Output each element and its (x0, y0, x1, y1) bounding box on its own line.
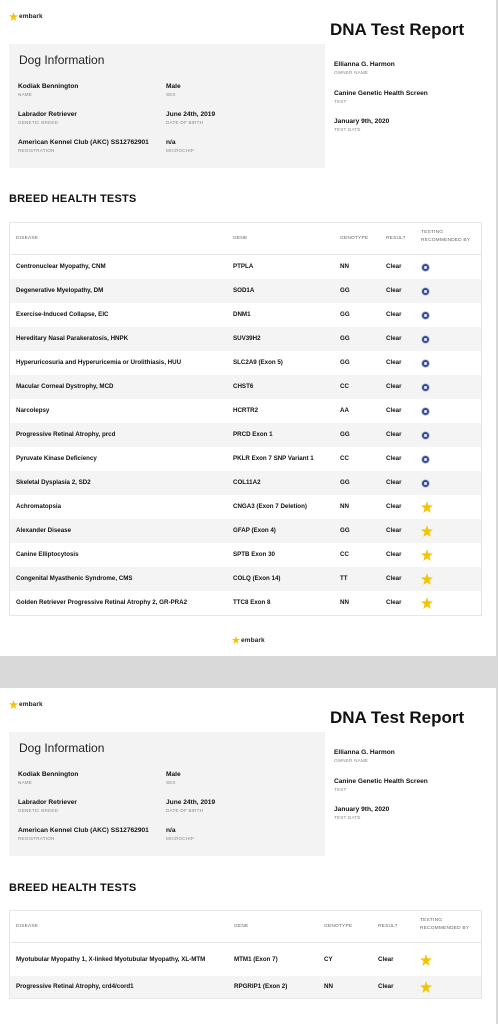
embark-logo (9, 12, 43, 21)
seal-icon (421, 311, 430, 320)
dog-microchip-field (166, 138, 194, 154)
table-row (10, 447, 481, 471)
breed-health-tests-table (9, 222, 482, 616)
gene-cell: MTM1 (Exon 7) (234, 955, 278, 963)
genotype-cell: NN (340, 599, 349, 606)
dog-dob-field (166, 798, 215, 814)
disease-cell: Progressive Retinal Atrophy, prcd (16, 431, 116, 438)
disease-cell: Myotubular Myopathy 1, X-linked Myotubular Myopathy, XL-MTM (16, 955, 206, 963)
result-cell: Clear (386, 383, 402, 390)
genotype-cell: GG (340, 335, 350, 342)
dog-breed-label: GENETIC BREED (18, 120, 59, 125)
recommended-by-cell (421, 351, 430, 375)
test-name-label: TEST (334, 99, 347, 104)
gene-cell: RPGRIP1 (Exon 2) (234, 983, 288, 990)
dog-microchip-field (166, 826, 194, 842)
result-cell: Clear (386, 551, 402, 558)
test-date-label: TEST DATE (334, 127, 361, 132)
dog-breed-label: GENETIC BREED (18, 808, 59, 813)
owner-name-value: Ellianna G. Harmon (334, 61, 395, 68)
dog-sex-value: Male (166, 83, 181, 90)
disease-cell: Progressive Retinal Atrophy, crd4/cord1 (16, 983, 134, 990)
recommended-by-cell (421, 591, 433, 615)
breed-health-tests-heading: BREED HEALTH TESTS (9, 193, 137, 205)
result-cell: Clear (386, 359, 402, 366)
genotype-cell: TT (340, 575, 348, 582)
embark-star-icon (421, 549, 433, 561)
dog-breed-field (18, 110, 77, 126)
header-genotype: GENOTYPE (324, 924, 353, 929)
dog-registration-value: American Kennel Club (AKC) SS12762901 (18, 827, 149, 834)
dog-breed-value: Labrador Retriever (18, 111, 77, 118)
result-cell: Clear (386, 599, 402, 606)
owner-name-field (334, 60, 395, 76)
table-row (10, 279, 481, 303)
table-row (10, 351, 481, 375)
result-cell: Clear (386, 575, 402, 582)
gene-cell: PRCD Exon 1 (233, 431, 273, 438)
dog-information-panel (9, 732, 325, 856)
disease-cell: Exercise-Induced Collapse, EIC (16, 311, 109, 318)
recommended-by-cell (421, 279, 430, 303)
recommended-by-cell (421, 495, 433, 519)
header-gene: GENE (234, 924, 249, 929)
test-date-value: January 9th, 2020 (334, 118, 390, 125)
dog-breed-value: Labrador Retriever (18, 799, 77, 806)
test-date-field (334, 117, 389, 133)
disease-cell: Centronuclear Myopathy, CNM (16, 263, 106, 270)
dog-registration-field (18, 826, 149, 842)
gene-cell: COLQ (Exon 14) (233, 575, 281, 582)
table-row (10, 399, 481, 423)
embark-star-icon (420, 981, 432, 993)
result-cell: Clear (386, 287, 402, 294)
dog-dob-label: DATE OF BIRTH (166, 808, 204, 813)
genotype-cell: CY (324, 955, 333, 963)
owner-name-label: OWNER NAME (334, 758, 369, 763)
seal-icon (421, 287, 430, 296)
seal-icon (421, 359, 430, 368)
recommended-by-cell (420, 976, 432, 998)
table-row (10, 327, 481, 351)
test-name-field (334, 777, 428, 793)
header-recommended-line1: TESTING (420, 918, 443, 923)
dog-dob-value: June 24th, 2019 (166, 111, 216, 118)
result-cell: Clear (386, 407, 402, 414)
embark-star-icon (421, 573, 433, 585)
disease-cell: Canine Elliptocytosis (16, 551, 79, 558)
dog-information-heading: Dog Information (19, 53, 105, 67)
gene-cell: TTC8 Exon 8 (233, 599, 271, 606)
recommended-by-cell (421, 327, 430, 351)
genotype-cell: GG (340, 479, 350, 486)
dog-sex-field (166, 82, 181, 98)
result-cell: Clear (378, 983, 394, 990)
disease-cell: Skeletal Dysplasia 2, SD2 (16, 479, 91, 486)
disease-cell: Achromatopsia (16, 503, 62, 510)
disease-cell: Narcolepsy (16, 407, 50, 414)
gene-cell: PKLR Exon 7 SNP Variant 1 (233, 455, 314, 462)
gene-cell: PTPLA (233, 263, 254, 270)
dog-dob-value: June 24th, 2019 (166, 799, 216, 806)
dog-registration-value: American Kennel Club (AKC) SS12762901 (18, 139, 149, 146)
logo-text: embark (19, 701, 43, 708)
owner-name-label: OWNER NAME (334, 70, 369, 75)
gene-cell: DNM1 (233, 311, 251, 318)
table-row (10, 375, 481, 399)
result-cell: Clear (378, 955, 394, 963)
result-cell: Clear (386, 479, 402, 486)
dog-name-label: NAME (18, 92, 33, 97)
gene-cell: COL11A2 (233, 479, 261, 486)
report-title: DNA Test Report (330, 708, 465, 727)
gene-cell: GFAP (Exon 4) (233, 527, 276, 534)
table-row (10, 303, 481, 327)
table-row (10, 567, 481, 591)
owner-name-field (334, 748, 395, 764)
table-row (10, 471, 481, 495)
test-date-label: TEST DATE (334, 815, 361, 820)
recommended-by-cell (421, 375, 430, 399)
footer-logo-text: embark (241, 636, 265, 644)
logo-text: embark (19, 13, 43, 20)
genotype-cell: CC (340, 455, 349, 462)
result-cell: Clear (386, 311, 402, 318)
gene-cell: CNGA3 (Exon 7 Deletion) (233, 503, 307, 510)
recommended-by-cell (420, 943, 432, 976)
header-recommended-line2: RECOMMENDED BY (421, 238, 471, 243)
recommended-by-cell (421, 543, 433, 567)
seal-icon (421, 263, 430, 272)
embark-star-icon (421, 597, 433, 609)
report-title: DNA Test Report (330, 20, 465, 39)
header-genotype: GENOTYPE (340, 236, 369, 241)
genotype-cell: GG (340, 359, 350, 366)
dog-information-panel (9, 44, 325, 168)
table-header (10, 223, 481, 255)
test-date-field (334, 805, 389, 821)
result-cell: Clear (386, 335, 402, 342)
embark-star-icon (421, 501, 433, 513)
gene-cell: SPTB Exon 30 (233, 551, 275, 558)
table-row (10, 423, 481, 447)
test-date-value: January 9th, 2020 (334, 806, 390, 813)
dog-microchip-value: n/a (166, 139, 176, 146)
breed-health-tests-heading: BREED HEALTH TESTS (9, 882, 137, 894)
disease-cell: Congenital Myasthenic Syndrome, CMS (16, 575, 133, 582)
genotype-cell: NN (340, 263, 349, 270)
gene-cell: SUV39H2 (233, 335, 261, 342)
gene-cell: CHST6 (233, 383, 254, 390)
dog-registration-label: REGISTRATION (18, 148, 55, 153)
recommended-by-cell (421, 423, 430, 447)
seal-icon (421, 431, 430, 440)
dog-sex-label: SEX (166, 92, 176, 97)
disease-cell: Pyruvate Kinase Deficiency (16, 455, 97, 462)
embark-logo (9, 700, 43, 709)
footer-embark-logo (232, 636, 265, 644)
header-result: RESULT (386, 236, 406, 241)
seal-icon (421, 455, 430, 464)
recommended-by-cell (421, 447, 430, 471)
result-cell: Clear (386, 503, 402, 510)
table-row (10, 543, 481, 567)
seal-icon (421, 407, 430, 416)
header-disease: DISEASE (16, 236, 39, 241)
recommended-by-cell (421, 255, 430, 279)
genotype-cell: GG (340, 311, 350, 318)
dog-information-heading: Dog Information (19, 741, 105, 755)
embark-star-icon (9, 12, 18, 21)
disease-cell: Degenerative Myelopathy, DM (16, 287, 104, 294)
dog-microchip-value: n/a (166, 827, 176, 834)
dog-name-value: Kodiak Bennington (18, 83, 79, 90)
header-testing-recommended-by (420, 917, 480, 933)
header-result: RESULT (378, 924, 398, 929)
disease-cell: Golden Retriever Progressive Retinal Atrophy 2, GR-PRA2 (16, 599, 188, 606)
header-gene: GENE (233, 236, 248, 241)
breed-health-tests-table (9, 910, 482, 999)
dog-sex-value: Male (166, 771, 181, 778)
table-row (10, 976, 481, 998)
genotype-cell: NN (324, 983, 333, 990)
result-cell: Clear (386, 431, 402, 438)
embark-star-icon (9, 700, 18, 709)
test-name-field (334, 89, 428, 105)
header-disease: DISEASE (16, 924, 39, 929)
embark-star-icon (420, 954, 432, 966)
dog-sex-label: SEX (166, 780, 176, 785)
recommended-by-cell (421, 567, 433, 591)
dog-sex-field (166, 770, 181, 786)
table-body (10, 255, 481, 615)
table-body (10, 943, 481, 998)
dog-microchip-label: MICROCHIP (166, 836, 195, 841)
disease-cell: Macular Corneal Dystrophy, MCD (16, 383, 114, 390)
recommended-by-cell (421, 519, 433, 543)
table-row (10, 519, 481, 543)
result-cell: Clear (386, 455, 402, 462)
report-page-2 (0, 688, 496, 1024)
table-row (10, 495, 481, 519)
genotype-cell: GG (340, 287, 350, 294)
embark-star-icon (232, 636, 240, 644)
disease-cell: Hyperuricosuria and Hyperuricemia or Urolithiasis, HUU (16, 359, 182, 366)
dog-registration-field (18, 138, 149, 154)
test-name-label: TEST (334, 787, 347, 792)
header-testing-recommended-by (421, 229, 481, 245)
recommended-by-cell (421, 399, 430, 423)
header-recommended-line1: TESTING (421, 230, 444, 235)
genotype-cell: CC (340, 383, 349, 390)
dog-name-label: NAME (18, 780, 33, 785)
test-name-value: Canine Genetic Health Screen (334, 90, 428, 97)
dog-name-value: Kodiak Bennington (18, 771, 79, 778)
genotype-cell: GG (340, 431, 350, 438)
recommended-by-cell (421, 303, 430, 327)
result-cell: Clear (386, 263, 402, 270)
gene-cell: HCRTR2 (233, 407, 259, 414)
genotype-cell: CC (340, 551, 349, 558)
seal-icon (421, 335, 430, 344)
dog-name-field (18, 770, 78, 786)
dog-registration-label: REGISTRATION (18, 836, 55, 841)
genotype-cell: AA (340, 407, 349, 414)
embark-star-icon (421, 525, 433, 537)
table-header (10, 911, 481, 943)
disease-cell: Hereditary Nasal Parakeratosis, HNPK (16, 335, 129, 342)
dog-name-field (18, 82, 78, 98)
recommended-by-cell (421, 471, 430, 495)
dog-microchip-label: MICROCHIP (166, 148, 195, 153)
genotype-cell: GG (340, 527, 350, 534)
result-cell: Clear (386, 527, 402, 534)
disease-cell: Alexander Disease (16, 527, 72, 534)
dog-breed-field (18, 798, 77, 814)
genotype-cell: NN (340, 503, 349, 510)
seal-icon (421, 479, 430, 488)
table-row (10, 943, 481, 976)
header-recommended-line2: RECOMMENDED BY (420, 926, 470, 931)
dog-dob-field (166, 110, 215, 126)
dog-dob-label: DATE OF BIRTH (166, 120, 204, 125)
test-name-value: Canine Genetic Health Screen (334, 778, 428, 785)
table-row (10, 255, 481, 279)
gene-cell: SOD1A (233, 287, 255, 294)
gene-cell: SLC2A9 (Exon 5) (233, 359, 283, 366)
table-row (10, 591, 481, 615)
seal-icon (421, 383, 430, 392)
owner-name-value: Ellianna G. Harmon (334, 749, 395, 756)
